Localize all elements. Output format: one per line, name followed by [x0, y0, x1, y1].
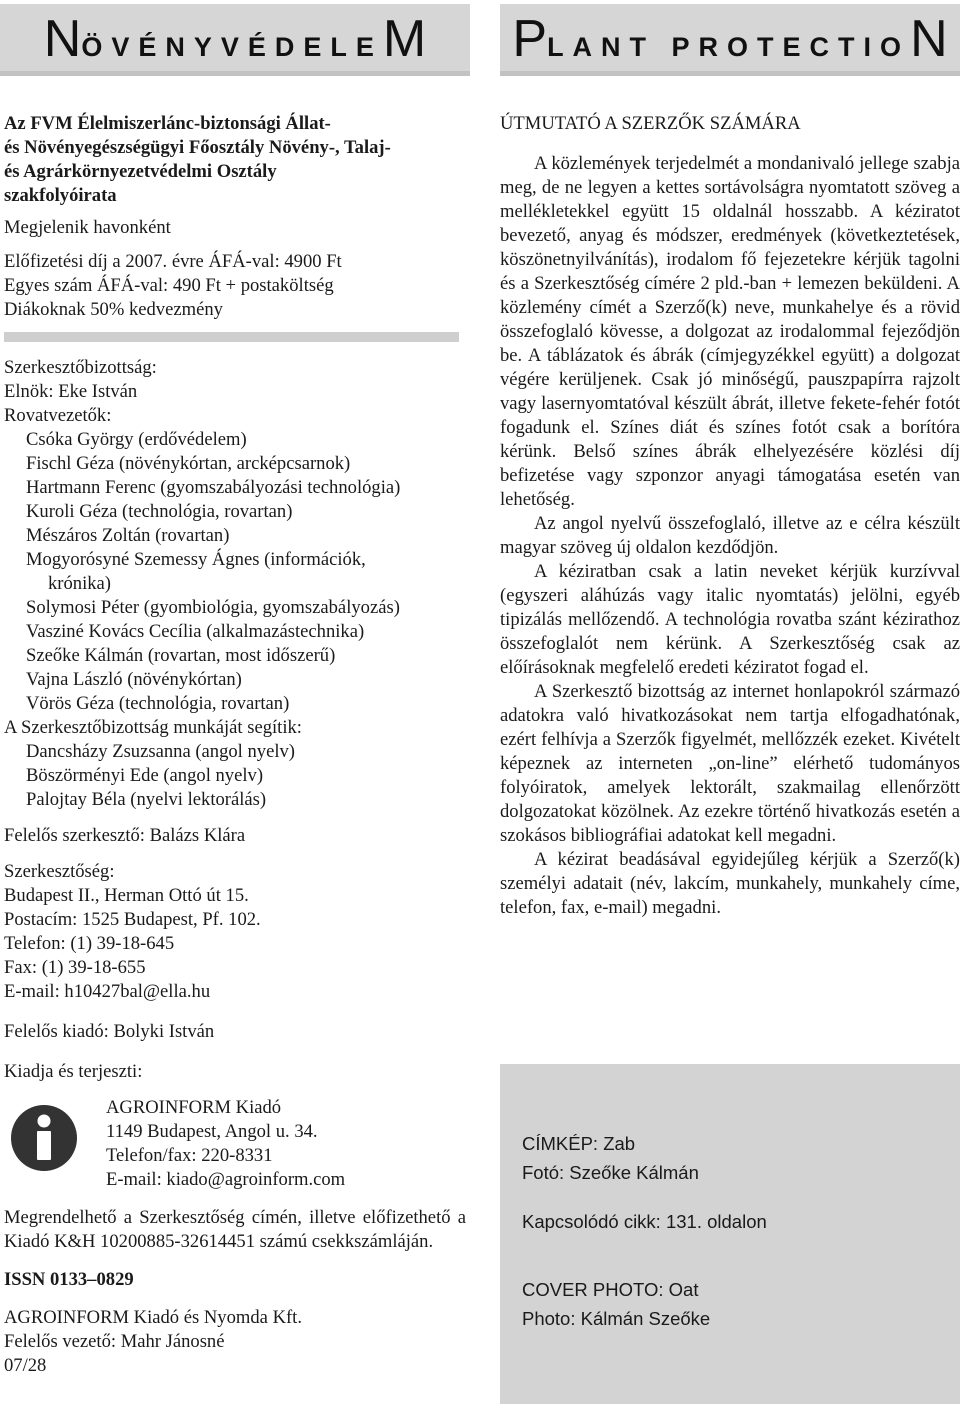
responsible-editor: Felelős szerkesztő: Balázs Klára [4, 825, 246, 846]
editor: Fischl Géza (növénykórtan, arcképcsarnok) [26, 453, 351, 474]
subscription: Előfizetési díj a 2007. évre ÁFÁ-val: 4900 Ft Egyes szám ÁFÁ-val: 490 Ft + postaköltség Diákoknak 50% kedvezmény [4, 251, 342, 320]
helpers-heading: A Szerkesztőbizottság munkáját segítik: [4, 717, 302, 738]
editor: Csóka György (erdővédelem) [26, 429, 247, 450]
issn: ISSN 0133–0829 [4, 1269, 134, 1290]
cover-label-hu: CÍMKÉP: Zab [522, 1133, 636, 1154]
masthead-column [4, 112, 466, 1378]
editor: Vörös Géza (technológia, rovartan) [26, 693, 290, 714]
editor: Mogyorósyné Szemessy Ágnes (információk, [26, 549, 366, 570]
editor: Szeőke Kálmán (rovartan, most időszerű) [26, 645, 336, 666]
chair: Elnök: Eke István [4, 381, 138, 402]
journal-title-en: PLANT PROTECTION [512, 10, 948, 68]
guide-paragraph: A kéziratban csak a latin neveket kérjük kurzívval (egyszeri aláhúzás vagy italic nyomtatás) jelölni, egyéb tipizálás mellőzendő. A technológia rovatba szánt kézirathoz összefoglalót nem kérünk. A Szerkesztőség csak az előírásoknak megfelelő eredeti kéziratot fogad el. [500, 561, 960, 678]
office-heading: Szerkesztőség: [4, 861, 115, 882]
editor: Vajna László (növénykórtan) [26, 669, 242, 690]
editors-heading: Rovatvezetők: [4, 405, 112, 426]
editor: Hartmann Ferenc (gyomszabályozási technológia) [26, 477, 401, 498]
order-text: Megrendelhető a Szerkesztőség címén, illetve előfizethető a Kiadó K&H 10200885-32614451 számú csekkszámláján. [4, 1207, 466, 1252]
cover-photo-credit-en: Photo: Kálmán Szeőke [522, 1308, 711, 1329]
office-email: E-mail: h10427bal@ella.hu [4, 981, 211, 1002]
guide-paragraph: Az angol nyelvű összefoglaló, illetve az e célra készült magyar szöveg új oldalon kezdődjön. [500, 513, 960, 558]
guide-paragraph: A kézirat beadásával egyidejűleg kérjük a Szerző(k) személyi adatait (név, lakcím, munkahely, munkahely címe, telefon, fax, e-mail) megadni. [500, 849, 960, 918]
editor: Solymosi Péter (gyombiológia, gyomszabályozás) [26, 597, 400, 618]
frequency: Megjelenik havonként [4, 217, 171, 238]
guide-paragraph: A közlemények terjedelmét a mondanivaló jellege szabja meg, de ne legyen a kettes sortávolságra nyomtatott szöveg a mellékletekkel együtt 15 oldalnál hosszabb. A kéziratot bevezető, anyag és módszer, eredmények (következtetések, köszönetnyilvánítás), irodalom fő fejezetekre kérjük tagolni és a Szerkesztőség címére 2 pld.-ban + lemezen beküldeni. A közlemény címét a Szerző(k) neve, munkahelye és a rövid összefoglaló kövesse, a dolgozat az irodalommal fejeződjön be. A táblázatok és ábrák (címjegyzékkel együtt) a dolgozat végére kerüljenek. Csak jó minőségű, pauszpapírra rajzolt vagy lasernyomtatóval készült ábrát, illetve fekete-fehér fotót fogadunk el. Színes diát és színes fotót csak a borítóra kérünk. Belső színes ábrák elhelyezésére közlési díj befizetése vagy szponzor anyagi támogatása esetén van lehetőség. [500, 153, 960, 510]
distributor-details: AGROINFORM Kiadó 1149 Budapest, Angol u. 34. Telefon/fax: 220-8331 E-mail: kiado@agroinform.com [106, 1097, 346, 1190]
section-divider [4, 332, 459, 342]
helper: Böszörményi Ede (angol nyelv) [26, 765, 264, 786]
helper: Dancsházy Zsuzsanna (angol nyelv) [26, 741, 295, 762]
helper: Palojtay Béla (nyelvi lektorálás) [26, 789, 267, 810]
banner-novenyvedelem [0, 4, 470, 76]
board-heading: Szerkesztőbizottság: [4, 357, 157, 378]
cover-photo-credit-hu: Fotó: Szeőke Kálmán [522, 1162, 699, 1183]
distributor-heading: Kiadja és terjeszti: [4, 1061, 143, 1082]
office-details: Budapest II., Herman Ottó út 15. Postacím: 1525 Budapest, Pf. 102. Telefon: (1) 39-18-645 Fax: (1) 39-18-655 E-mail: h10427bal@ella.hu [4, 884, 466, 1004]
distributor-block [4, 1096, 466, 1192]
editor: krónika) [48, 573, 111, 594]
editor: Kuroli Géza (technológia, rovartan) [26, 501, 293, 522]
editor: Mészáros Zoltán (rovartan) [26, 525, 230, 546]
printer-details: AGROINFORM Kiadó és Nyomda Kft. Felelős vezető: Mahr Jánosné 07/28 [4, 1307, 302, 1376]
cover-photo-box [500, 1064, 960, 1404]
guide-title: ÚTMUTATÓ A SZERZŐK SZÁMÁRA [500, 113, 801, 134]
responsible-publisher: Felelős kiadó: Bolyki István [4, 1021, 215, 1042]
related-article: Kapcsolódó cikk: 131. oldalon [522, 1211, 767, 1232]
info-icon [10, 1104, 78, 1172]
editor: Vasziné Kovács Cecília (alkalmazástechnika) [26, 621, 365, 642]
editors-list [4, 428, 466, 716]
publisher-org: Az FVM Élelmiszerlánc-biztonsági Állat- és Növényegészségügyi Főosztály Növény-, Talaj- és Agrárkörnyezetvédelmi Osztály szakfolyóirata [4, 113, 391, 206]
guide-paragraph: A Szerkesztő bizottság az internet honlapokról származó adatokra való hivatkozásokat nem tartja elfogadhatónak, ezért felhívja a Szerzők figyelmét, mellőzzék ezeket. Kivételt képeznek az interneten „on-line” elérhető tudományos folyóiratok, amelyek lektorált, szakmailag ellenőrzött dolgozatokat közölnek. Az ezekre történő hivatkozás esetén a szokásos bibliográfiai adatokat kell megadni. [500, 681, 960, 846]
distributor-email: E-mail: kiado@agroinform.com [106, 1169, 346, 1190]
cover-label-en: COVER PHOTO: Oat [522, 1279, 699, 1300]
author-guide-column [500, 112, 960, 920]
helpers-list [4, 740, 466, 812]
journal-title-hu: NÖVÉNYVÉDELEM [43, 10, 427, 68]
banner-plant-protection [500, 4, 960, 76]
